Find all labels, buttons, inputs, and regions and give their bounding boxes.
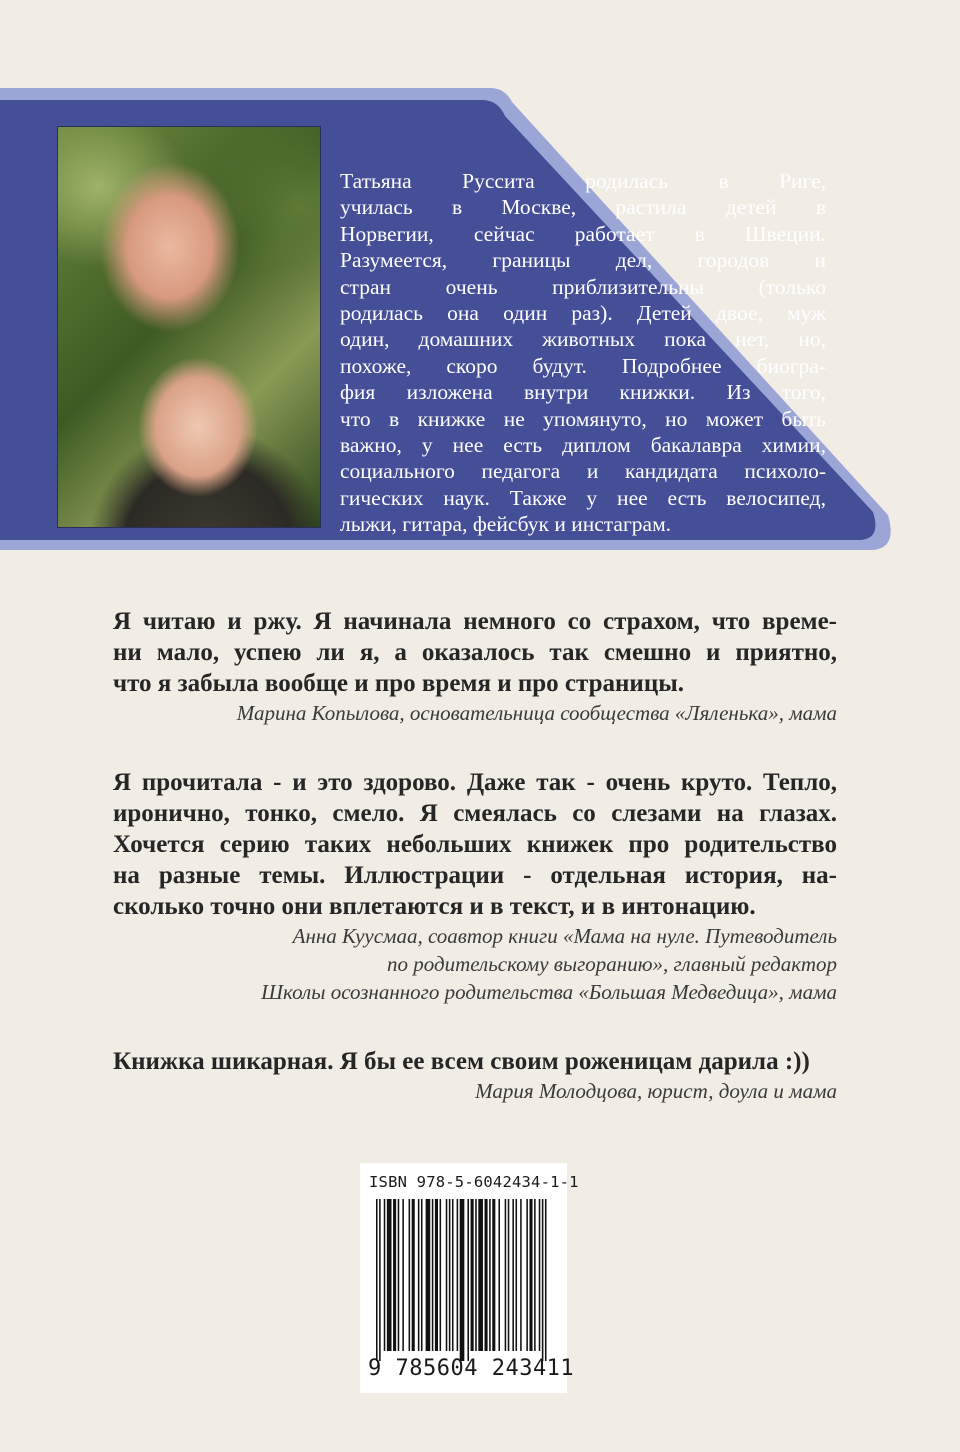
- barcode-bar: [409, 1199, 411, 1351]
- barcode-bar: [432, 1199, 434, 1351]
- review-attribution: Марина Копылова, основательница сообщества «Ляленька», мама: [236, 701, 837, 725]
- bio-line: родилась она один раз). Детей двое, муж: [340, 301, 826, 326]
- bio-line: Разумеется, границы дел, городов и: [340, 248, 826, 273]
- barcode-bar: [492, 1199, 495, 1351]
- review-quote-line: Я читаю и ржу. Я начинала немного со страхом, что време-: [113, 608, 837, 635]
- barcode-bar: [418, 1199, 420, 1351]
- barcode-bar: [498, 1199, 500, 1351]
- barcode-bar: [426, 1199, 431, 1351]
- barcode-bar: [539, 1199, 541, 1351]
- barcode-bar: [387, 1199, 392, 1351]
- review-quote-line: что я забыла вообще и про время и про страницы.: [113, 670, 684, 697]
- review-3: [113, 1046, 837, 1105]
- barcode-bar: [489, 1199, 491, 1351]
- review-quote-line: сколько точно они вплетаются и в текст, и в интонацию.: [113, 893, 756, 920]
- barcode-bar: [467, 1199, 469, 1361]
- barcode-bar: [471, 1199, 474, 1351]
- barcode-bar: [393, 1199, 396, 1351]
- bio-line: стран очень приблизительны (только: [340, 274, 826, 299]
- review-quote-line: Книжка шикарная. Я бы ее всем своим роженицам дарила :)): [113, 1048, 810, 1075]
- barcode-bar: [452, 1199, 454, 1351]
- barcode-bar: [475, 1199, 477, 1351]
- barcode-digits: 9 785604 243411: [368, 1356, 575, 1381]
- reviews: [113, 606, 837, 1145]
- barcode-bar: [446, 1199, 448, 1351]
- bio-line: гических наук. Также у нее есть велосипед,: [340, 485, 826, 510]
- barcode-bar: [449, 1199, 451, 1351]
- bio-line: что в книжке не упомянуто, но может быть: [340, 406, 826, 431]
- bio-line: важно, у нее есть диплом бакалавра химии,: [340, 433, 826, 458]
- review-attribution: по родительскому выгоранию», главный редактор: [386, 952, 837, 976]
- barcode-bar: [478, 1199, 483, 1351]
- bio-line: фия изложена внутри книжки. Из того,: [340, 380, 826, 405]
- bio-line: один, домашних животных пока нет, но,: [340, 327, 826, 352]
- barcode-bar: [512, 1199, 514, 1351]
- barcode-bar: [516, 1199, 518, 1351]
- isbn-barcode: [360, 1163, 579, 1393]
- isbn-label: ISBN 978-5-6042434-1-1: [369, 1173, 579, 1191]
- barcode-bar: [402, 1199, 404, 1351]
- barcode-bar: [440, 1199, 442, 1351]
- barcode-bar: [520, 1199, 522, 1351]
- review-attribution: Анна Куусмаа, соавтор книги «Мама на нуле. Путеводитель: [292, 924, 837, 948]
- bio-line: Татьяна Руссита родилась в Риге,: [340, 169, 826, 193]
- review-quote-line: иронично, тонко, смело. Я смеялась со слезами на глазах.: [113, 800, 837, 827]
- barcode-bar: [485, 1199, 488, 1351]
- barcode-bar: [457, 1199, 459, 1351]
- barcode-bar: [421, 1199, 423, 1351]
- review-attribution: Мария Молодцова, юрист, доула и мама: [475, 1079, 837, 1103]
- review-quote-line: на разные темы. Иллюстрации - отдельная история, на-: [113, 862, 837, 889]
- review-attribution: Школы осознанного родительства «Большая Медведица», мама: [261, 980, 837, 1004]
- review-quote-line: Я прочитала - и это здорово. Даже так - очень круто. Тепло,: [113, 769, 837, 796]
- review-2: [113, 767, 837, 1006]
- barcode-bar: [384, 1199, 386, 1351]
- bio-line: социального педагога и кандидата психоло-: [340, 459, 826, 484]
- barcode-bar: [376, 1199, 378, 1361]
- barcode-bar: [526, 1199, 528, 1351]
- bio-line: Норвегии, сейчас работает в Швеции.: [340, 221, 826, 246]
- bio-line: лыжи, гитара, фейсбук и инстаграм.: [340, 512, 672, 537]
- review-quote-line: ни мало, успею ли я, а оказалось так смешно и приятно,: [113, 639, 837, 666]
- bio-line: училась в Москве, растила детей в: [340, 195, 826, 220]
- author-bio: [340, 168, 826, 538]
- barcode-bar: [460, 1199, 465, 1361]
- review-1: [113, 606, 837, 727]
- barcode-bar: [529, 1199, 532, 1351]
- review-quote-line: Хочется серию таких небольших книжек про родительство: [113, 831, 837, 858]
- barcode-bar: [379, 1199, 381, 1361]
- author-photo: [57, 126, 321, 528]
- barcode-bar: [505, 1199, 507, 1351]
- barcode-bar: [542, 1199, 544, 1361]
- barcode-bar: [545, 1199, 547, 1361]
- barcode-bar: [398, 1199, 400, 1351]
- barcode-bar: [508, 1199, 510, 1351]
- barcode-bar: [435, 1199, 438, 1351]
- barcode-bar: [534, 1199, 536, 1351]
- barcode-bar: [412, 1199, 415, 1351]
- bio-line: похоже, скоро будут. Подробнее биогра-: [340, 353, 826, 378]
